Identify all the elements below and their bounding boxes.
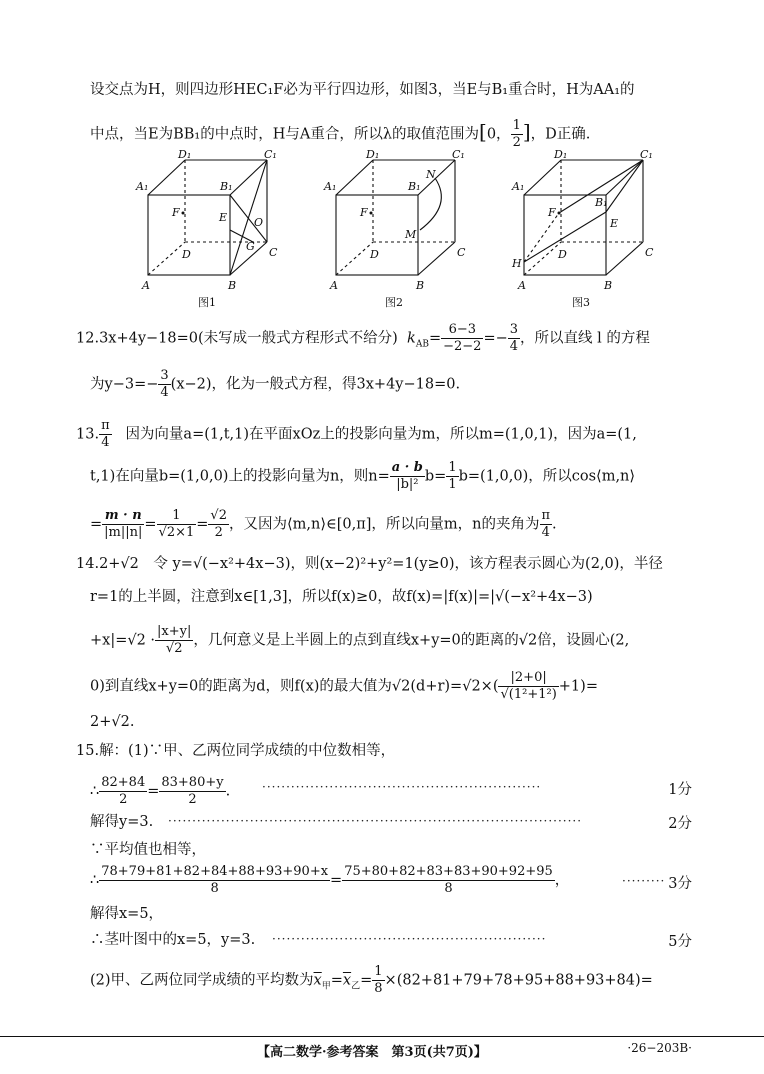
q13-cos-frac (102, 508, 144, 541)
q13-proj-frac-den: |b|² (396, 477, 419, 492)
q15-mean-yi-sub: 乙 (351, 981, 361, 992)
figure-1-cube (130, 150, 290, 300)
q13-frac-b-den: √2×1 (158, 525, 195, 540)
q13-cos-frac-num: m · n (102, 508, 144, 525)
q12-line-1 (76, 322, 694, 355)
intro-line-2 (90, 118, 694, 151)
q13-frac-c-den: 2 (214, 525, 223, 540)
fig1-label-A1: A₁ (136, 180, 149, 193)
range-frac-num: 1 (512, 118, 521, 133)
q15-line-8-a: (2)甲、乙两位同学成绩的平均数为 (90, 972, 314, 989)
q15-score-4: 5分 (668, 934, 692, 950)
figure-3-caption: 图3 (572, 296, 590, 309)
q15-dots-2: ······················································································ (168, 814, 583, 828)
q14-max-frac-num: |2+0| (498, 670, 558, 687)
fig1-label-B: B (228, 279, 237, 292)
fig1-label-E: E (219, 211, 228, 224)
q13-one-frac-num: 1 (448, 460, 457, 475)
q15-mean-frac-2-num: 75+80+82+83+83+90+92+95 (344, 864, 553, 879)
q13-cos-frac-den: |m||n| (104, 525, 143, 540)
q12-eq: = (428, 330, 442, 347)
q15-line-5 (90, 864, 694, 897)
q12-line-2-b: (x−2)，化为一般式方程，得3x+4y−18=0. (170, 376, 461, 393)
q15-mean-frac-2 (342, 864, 555, 897)
q15-line-1-text: 解：(1)∵甲、乙两位同学成绩的中位数相等， (99, 743, 396, 759)
q15-score-1: 1分 (668, 782, 692, 798)
figure-1-caption: 图1 (198, 296, 216, 309)
q13-line-3-a: = (90, 516, 103, 533)
fig1-label-C1: C₁ (264, 150, 277, 161)
q13-line-3-eq: = (144, 516, 157, 533)
fig1-label-D: D (182, 248, 191, 261)
q13-label: 13. (76, 426, 100, 443)
fig2-label-N: N (426, 168, 436, 181)
page-footer (0, 1036, 764, 1061)
range-open-bracket: [ (479, 119, 487, 144)
fig1-label-D1: D₁ (178, 150, 192, 161)
q12-frac-1-num: 6−3 (441, 322, 483, 339)
fig2-label-D1: D₁ (366, 150, 380, 161)
q15-median-frac-1-num: 82+84 (101, 775, 146, 790)
q15-line-8-b: ×(82+81+79+78+95+88+93+84)= (384, 972, 653, 989)
q12-text-b: ，所以直线 l 的方程 (520, 330, 650, 347)
q14-line-3-b: ，几何意义是上半圆上的点到直线x+y=0的距离的√2倍，设圆心(2, (193, 632, 630, 649)
fig1-label-F: F (172, 206, 180, 219)
q15-line-5-end: ， (554, 872, 570, 889)
q13-line-3-b: ，又因为⟨m,n⟩∈[0,π]，所以向量m，n的夹角为 (228, 516, 540, 533)
q12-answer: 3x+4y−18=0(未写成一般式方程形式不给分) (99, 330, 398, 347)
q12-line-2-frac-num: 3 (160, 368, 169, 383)
q15-mean-jia: $\overline{x}$ (313, 972, 322, 989)
figure-2-cube (318, 150, 478, 300)
fig2-label-C1: C₁ (452, 150, 465, 161)
q14-line-4-a: 0)到直线x+y=0的距离为d，则f(x)的最大值为√2(d+r)=√2×( (90, 678, 499, 695)
q14-dist-frac (155, 624, 193, 657)
q14-line-5: 2+√2. (90, 714, 135, 730)
q13-proj-frac (390, 460, 425, 493)
q14-line-4-b: +1)= (558, 678, 598, 695)
fig2-label-C: C (457, 246, 466, 259)
figure-3-cube (506, 150, 666, 300)
q15-mean-frac-1-num: 78+79+81+82+84+88+93+90+x (101, 864, 329, 879)
q15-mean-frac-1-den: 8 (210, 881, 219, 896)
q13-line-3-end: . (552, 516, 557, 533)
q13-angle-frac (540, 508, 553, 541)
q13-frac-b-num: 1 (157, 508, 197, 525)
q12-frac-1-den: −2−2 (443, 339, 482, 354)
q14-line-1-text: 2+√2 令 y=√(−x²+4x−3)，则(x−2)²+y²=1(y≥0)，该方程表示圆心为(2,0)，半径 (99, 556, 663, 572)
q14-line-3-a: +x|=√2 · (90, 632, 156, 649)
q15-line-8 (90, 964, 694, 997)
footer-title: 【高二数学·参考答案 第3页(共7页)】 (257, 1045, 487, 1060)
q12-line-2 (90, 368, 694, 401)
q15-median-frac-2-den: 2 (188, 792, 197, 807)
fig1-label-G: G (246, 240, 255, 253)
q13-proj-frac-num: a · b (391, 460, 423, 475)
fig2-label-A: A (330, 279, 338, 292)
fig3-label-A: A (518, 279, 526, 292)
q15-median-frac-1-den: 2 (119, 792, 128, 807)
q13-line-3 (90, 508, 694, 541)
q13-line-2-b: b=(1,0,0)，所以cos⟨m,n⟩ (458, 468, 636, 485)
q14-max-frac (498, 670, 558, 703)
q12-eq-minus: =− (483, 330, 508, 347)
q15-eighth-frac-den: 8 (374, 981, 383, 996)
q12-k: k (407, 330, 416, 347)
q14-line-4 (90, 670, 694, 703)
q15-line-2-end: . (225, 783, 231, 800)
q15-mean-yi: $\overline{x}$ (342, 972, 352, 989)
fig2-label-F: F (360, 206, 368, 219)
q15-median-frac-2 (159, 775, 225, 808)
fig2-label-B1: B₁ (408, 180, 421, 193)
q15-dots-4: ························································· (272, 932, 547, 946)
footer-code: ·26−203B· (627, 1041, 692, 1055)
q12-frac-2-num: 3 (509, 322, 519, 337)
q12-line-2-a: 为y−3=− (90, 376, 159, 393)
fig2-label-D: D (370, 248, 379, 261)
q15-line-1 (76, 741, 694, 761)
q15-median-frac-2-num: 83+80+y (161, 775, 224, 790)
fig1-label-B1: B₁ (220, 180, 233, 193)
fig2-label-A1: A₁ (324, 180, 337, 193)
q15-score-2: 2分 (668, 816, 692, 832)
q14-max-frac-den: √(1²+1²) (500, 687, 557, 702)
q15-median-frac-1 (99, 775, 147, 808)
range-frac-den: 2 (512, 135, 521, 150)
q12-frac-2 (508, 322, 520, 355)
fig3-label-B: B (604, 279, 613, 292)
q12-line-2-frac-den: 4 (160, 385, 169, 400)
fig3-label-C1: C₁ (640, 150, 653, 161)
q15-therefore-2: ∴ (90, 872, 100, 889)
q14-line-1 (76, 554, 694, 574)
q15-mean-frac-2-den: 8 (444, 881, 453, 896)
q12-label: 12. (76, 330, 100, 347)
q13-frac-c-num: √2 (210, 508, 227, 523)
q12-k-sub: AB (415, 339, 429, 350)
q15-eighth-frac (372, 964, 384, 997)
q15-line-6: 解得x=5， (90, 906, 164, 922)
intro-line-2-text: 中点，当E为BB₁的中点时，H与A重合，所以λ的取值范围为 (90, 126, 480, 143)
q13-frac-c (208, 508, 229, 541)
fig3-label-A1: A₁ (512, 180, 525, 193)
fig3-label-D1: D₁ (554, 150, 568, 161)
q15-line-8-eq2: = (360, 972, 373, 989)
q13-one-frac-den: 1 (448, 477, 457, 492)
q13-line-2 (90, 460, 694, 493)
q13-angle-frac-num: π (541, 508, 551, 523)
q15-label: 15. (76, 743, 100, 759)
q14-line-2: r=1的上半圆，注意到x∈[1,3]，所以f(x)≥0，故f(x)=|f(x)|=|√(−x²+4x−3) (90, 589, 593, 605)
q13-line-3-eq2: = (196, 516, 209, 533)
q14-dist-frac-den: √2 (165, 641, 183, 656)
q13-answer (99, 418, 112, 451)
fig3-label-B1: B₁ (595, 196, 608, 209)
fig3-label-C: C (645, 246, 654, 259)
q14-line-3 (90, 624, 694, 657)
q13-one-frac (446, 460, 458, 493)
q15-mean-jia-sub: 甲 (321, 981, 331, 992)
fig3-label-E: E (610, 217, 619, 230)
q15-line-2-eq: = (147, 783, 160, 800)
q15-dots-1: ·························································· (262, 780, 542, 794)
range-fraction (511, 118, 523, 151)
q14-label: 14. (76, 556, 100, 572)
figure-2-caption: 图2 (385, 296, 403, 309)
q15-line-7: ∴茎叶图中的x=5，y=3. (90, 932, 256, 948)
q13-answer-den: 4 (101, 435, 110, 450)
q15-line-8-eq: = (330, 972, 343, 989)
q15-score-3: 3分 (668, 876, 692, 892)
q12-frac-1 (441, 322, 483, 355)
q15-therefore-1: ∴ (90, 783, 100, 800)
q13-line-2-a: t,1)在向量b=(1,0,0)上的投影向量为n，则n= (90, 468, 390, 485)
fig2-label-M: M (405, 228, 417, 241)
q13-line-2-mid: b= (424, 468, 447, 485)
q13-frac-b (157, 508, 197, 541)
q14-dist-frac-num: |x+y| (157, 624, 192, 639)
q13-line-1-text: 因为向量a=(1,t,1)在平面xOz上的投影向量为m，所以m=(1,0,1)，因为a=(1, (125, 426, 637, 443)
fig3-label-F: F (548, 206, 556, 219)
range-close-bracket: ] (522, 119, 531, 144)
q13-line-1 (76, 418, 694, 451)
fig1-label-C: C (269, 246, 278, 259)
fig1-label-A: A (142, 279, 150, 292)
q15-line-4: ∵平均值也相等， (90, 842, 206, 858)
range-zero: 0， (486, 126, 511, 143)
fig2-label-B: B (416, 279, 425, 292)
q15-line-5-eq: = (330, 872, 343, 889)
q15-line-3: 解得y=3. (90, 814, 154, 830)
q13-angle-frac-den: 4 (541, 525, 550, 540)
fig3-label-D: D (558, 248, 567, 261)
intro-line-2-end: ，D正确. (530, 126, 591, 143)
q12-frac-2-den: 4 (509, 339, 519, 354)
q13-answer-num: π (101, 418, 110, 433)
q12-line-2-frac (158, 368, 170, 401)
fig1-label-O: O (254, 216, 264, 229)
q15-eighth-frac-num: 1 (374, 964, 383, 979)
fig3-label-H: H (512, 257, 522, 270)
q15-mean-frac-1 (99, 864, 330, 897)
q15-dots-3: ········· (622, 874, 666, 888)
intro-line-1: 设交点为H，则四边形HEC₁F必为平行四边形，如图3，当E与B₁重合时，H为AA₁的 (90, 82, 635, 98)
